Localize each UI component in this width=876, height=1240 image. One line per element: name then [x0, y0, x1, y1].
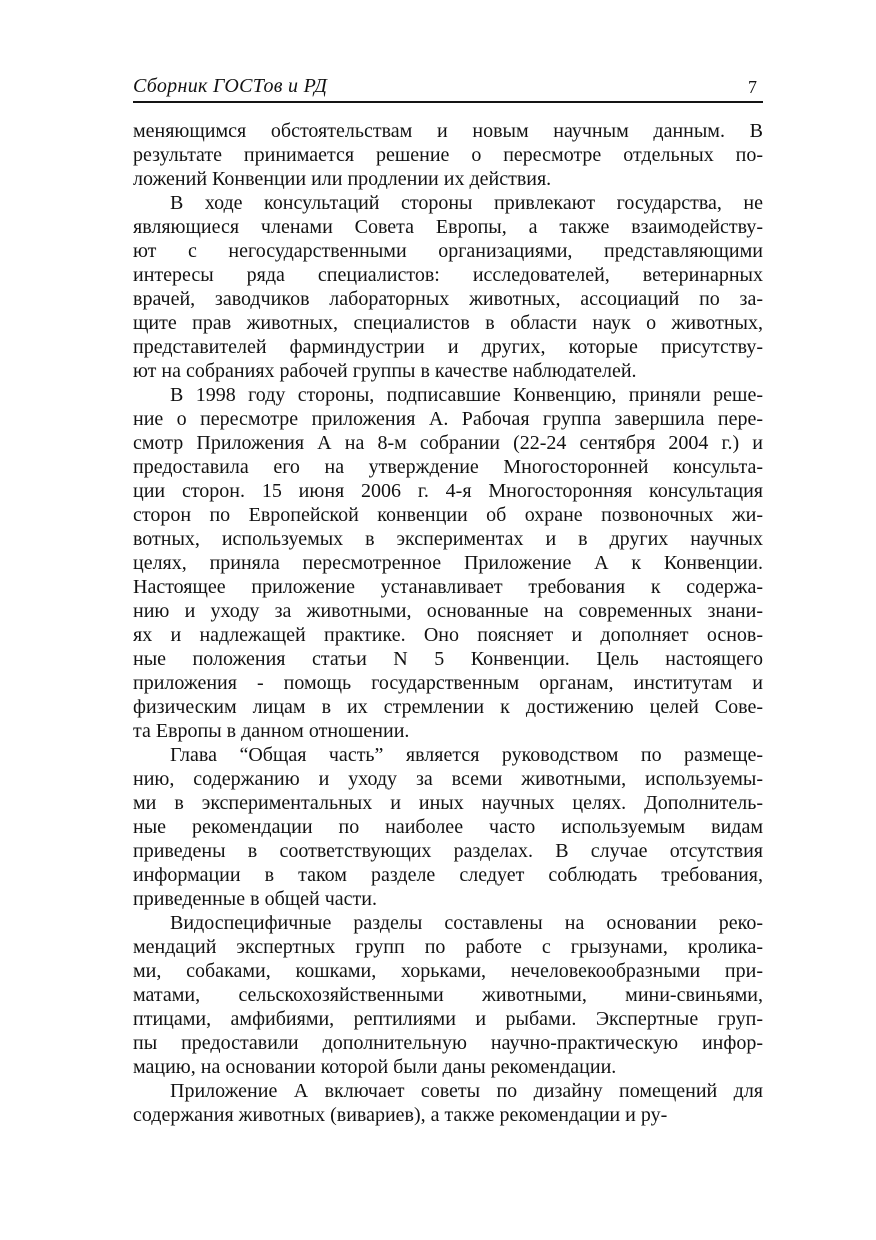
text-line: сторон по Европейской конвенции об охране позвоночных жи- — [133, 504, 763, 526]
text-line: содержания животных (вивариев), а также рекомендации и ру- — [133, 1104, 668, 1126]
text-line: меняющимся обстоятельствам и новым научным данным. В — [133, 120, 763, 142]
text-line: интересы ряда специалистов: исследователей, ветеринарных — [133, 264, 763, 286]
text-line: являющиеся членами Совета Европы, а также взаимодейству- — [133, 216, 763, 238]
text-line: В 1998 году стороны, подписавшие Конвенцию, приняли реше- — [170, 384, 763, 406]
text-line: В ходе консультаций стороны привлекают государства, не — [170, 192, 763, 214]
text-line: нию и уходу за животными, основанные на современных знани- — [133, 600, 763, 622]
page-number: 7 — [748, 77, 757, 97]
text-line: результате принимается решение о пересмотре отдельных по- — [133, 144, 763, 166]
text-line: ют на собраниях рабочей группы в качестве наблюдателей. — [133, 360, 637, 382]
text-line: та Европы в данном отношении. — [133, 720, 410, 742]
text-line: ные положения статьи N 5 Конвенции. Цель настоящего — [133, 648, 763, 670]
text-line: смотр Приложения А на 8-м собрании (22-24 сентября 2004 г.) и — [133, 432, 763, 454]
text-line: ми, собаками, кошками, хорьками, нечеловекообразными при- — [133, 960, 763, 982]
text-line: щите прав животных, специалистов в области наук о животных, — [133, 312, 763, 334]
text-line: приложения - помощь государственным органам, институтам и — [133, 672, 763, 694]
running-title: Сборник ГОСТов и РД — [133, 75, 328, 97]
text-line: целях, приняла пересмотренное Приложение А к Конвенции. — [133, 552, 763, 574]
page-header — [133, 74, 763, 103]
text-line: нию, содержанию и уходу за всеми животными, используемы- — [133, 768, 763, 790]
text-line: птицами, амфибиями, рептилиями и рыбами. Экспертные груп- — [133, 1008, 763, 1030]
text-line: физическим лицам в их стремлении к достижению целей Сове- — [133, 696, 763, 718]
text-line: ние о пересмотре приложения А. Рабочая группа завершила пере- — [133, 408, 763, 430]
text-line: предоставила его на утверждение Многосторонней консульта- — [133, 456, 763, 478]
text-line: ют с негосударственными организациями, представляющими — [133, 240, 763, 262]
text-line: Глава “Общая часть” является руководством по размеще- — [170, 744, 763, 766]
text-line: мендаций экспертных групп по работе с грызунами, кролика- — [133, 936, 763, 958]
text-line: вотных, используемых в экспериментах и в других научных — [133, 528, 763, 550]
text-line: ные рекомендации по наиболее часто используемым видам — [133, 816, 763, 838]
text-line: мацию, на основании которой были даны рекомендации. — [133, 1056, 617, 1078]
text-line: ции сторон. 15 июня 2006 г. 4-я Многосторонняя консультация — [133, 480, 763, 502]
text-line: матами, сельскохозяйственными животными, мини-свиньями, — [133, 984, 763, 1006]
text-line: Настоящее приложение устанавливает требования к содержа- — [133, 576, 763, 598]
text-line: информации в таком разделе следует соблюдать требования, — [133, 864, 763, 886]
text-line: ях и надлежащей практике. Оно поясняет и дополняет основ- — [133, 624, 763, 646]
text-line: Видоспецифичные разделы составлены на основании реко- — [170, 912, 763, 934]
text-line: пы предоставили дополнительную научно-практическую инфор- — [133, 1032, 763, 1054]
text-line: ложений Конвенции или продлении их действия. — [133, 168, 552, 190]
document-page — [133, 74, 763, 1127]
document-body — [133, 119, 763, 1127]
text-line: приведены в соответствующих разделах. В случае отсутствия — [133, 840, 763, 862]
text-line: представителей фарминдустрии и других, которые присутству- — [133, 336, 763, 358]
text-line: приведенные в общей части. — [133, 888, 377, 910]
text-line: ми в экспериментальных и иных научных целях. Дополнитель- — [133, 792, 763, 814]
text-line: врачей, заводчиков лабораторных животных, ассоциаций по за- — [133, 288, 763, 310]
text-line: Приложение А включает советы по дизайну помещений для — [170, 1080, 763, 1102]
